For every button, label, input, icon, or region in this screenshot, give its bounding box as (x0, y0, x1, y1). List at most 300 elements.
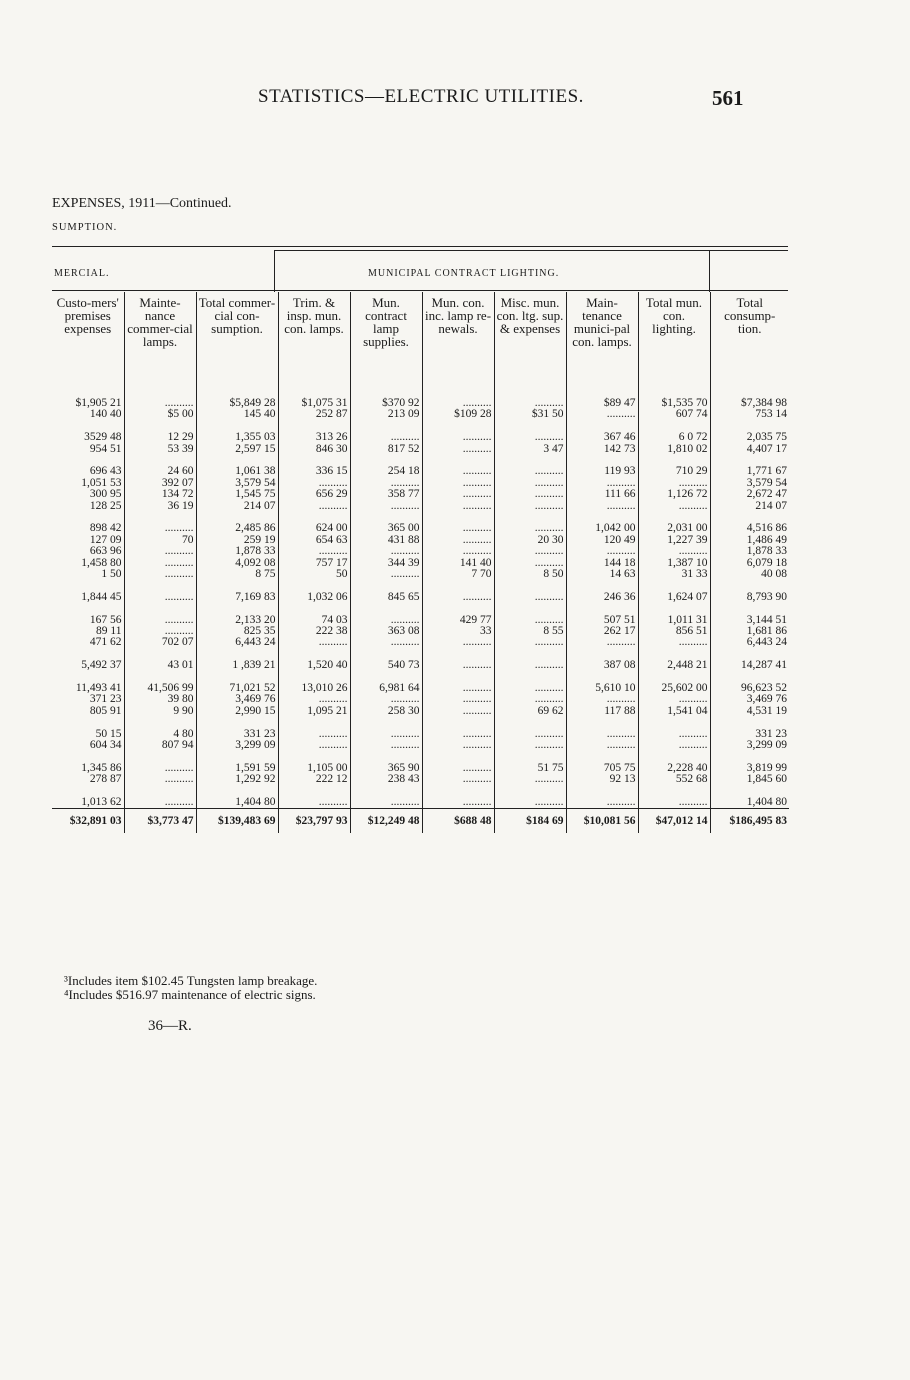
total-cell: $12,249 48 (350, 809, 422, 834)
table-cell: 3,144 51 (710, 615, 789, 626)
table-cell: .......... (350, 615, 422, 626)
table-cell: .......... (278, 501, 350, 512)
table-cell (350, 717, 422, 728)
table-cell: 140 40 (89, 408, 122, 421)
group-divider (274, 250, 275, 292)
table-cell: 807 94 (124, 740, 196, 751)
table-cell: 20 30 (494, 535, 566, 546)
table-cell: 607 74 (638, 409, 710, 420)
table-cell: 252 87 (278, 409, 350, 420)
table-cell: 331 23 (710, 729, 789, 740)
table-cell: 753 14 (710, 409, 789, 420)
table-cell: .......... (494, 478, 566, 489)
table-row (52, 637, 789, 648)
table-cell: .......... (124, 615, 196, 626)
table-cell: .......... (350, 797, 422, 809)
table-cell: 8 75 (196, 569, 278, 580)
table-cell: .......... (566, 729, 638, 740)
table-cell: .......... (638, 797, 710, 809)
table-cell: 705 75 (566, 763, 638, 774)
table-cell (52, 603, 124, 614)
table-cell: .......... (124, 774, 196, 785)
table-cell: $109 28 (422, 409, 494, 420)
table-cell: 246 36 (566, 592, 638, 603)
column-header: Misc. mun. con. ltg. sup. & expenses (494, 292, 566, 380)
table-cell: 1,404 80 (196, 797, 278, 809)
table-cell: 3,579 54 (710, 478, 789, 489)
table-cell: 3,819 99 (710, 763, 789, 774)
table-cell: .......... (422, 774, 494, 785)
table-cell (422, 717, 494, 728)
table-row (52, 432, 789, 443)
table-cell: .......... (638, 501, 710, 512)
table-cell: .......... (494, 615, 566, 626)
table-cell: .......... (566, 797, 638, 809)
table-cell: 3,469 76 (710, 694, 789, 705)
table-cell: .......... (422, 592, 494, 603)
table-cell: 1,810 02 (638, 444, 710, 455)
table-cell: .......... (494, 694, 566, 705)
table-cell: $1,075 31 (278, 398, 350, 409)
table-cell: .......... (494, 558, 566, 569)
table-cell: 898 42 (89, 522, 122, 535)
table-cell: .......... (422, 763, 494, 774)
table-cell: 111 66 (566, 489, 638, 500)
table-cell: 313 26 (278, 432, 350, 443)
total-cell: $184 69 (494, 809, 566, 834)
table-cell: 1,845 60 (710, 774, 789, 785)
table-cell: 40 08 (710, 569, 789, 580)
table-cell: 117 88 (566, 706, 638, 717)
table-cell: 119 93 (566, 466, 638, 477)
column-header: Mainte-nance commer-cial lamps. (124, 292, 196, 380)
table-cell: 50 (278, 569, 350, 580)
group-label-municipal: MUNICIPAL CONTRACT LIGHTING. (368, 268, 560, 279)
spacer-cell (494, 380, 566, 398)
total-cell: $139,483 69 (196, 809, 278, 834)
table-cell: .......... (350, 729, 422, 740)
table-cell: 1,545 75 (196, 489, 278, 500)
table-cell: 92 13 (566, 774, 638, 785)
table-cell: .......... (350, 740, 422, 751)
table-cell: 358 77 (350, 489, 422, 500)
table-cell: .......... (422, 637, 494, 648)
table-cell: 6,981 64 (350, 683, 422, 694)
table-cell: 3,299 09 (710, 740, 789, 751)
top-rule (52, 246, 788, 247)
total-cell: $47,012 14 (638, 809, 710, 834)
table-cell: .......... (494, 501, 566, 512)
column-header: Total consump-tion. (710, 292, 789, 380)
table-cell: 825 35 (196, 626, 278, 637)
table-cell: 39 80 (124, 694, 196, 705)
table-cell: .......... (350, 546, 422, 557)
table-cell: 757 17 (278, 558, 350, 569)
table-cell: 365 90 (350, 763, 422, 774)
spacer-row (52, 380, 789, 398)
column-header: Total commer-cial con-sumption. (196, 292, 278, 380)
total-cell: $32,891 03 (52, 809, 124, 834)
total-cell: $23,797 93 (278, 809, 350, 834)
table-cell: 540 73 (350, 660, 422, 671)
table-cell: .......... (494, 683, 566, 694)
table-cell: .......... (350, 569, 422, 580)
table-cell: 471 62 (89, 636, 122, 649)
table-cell: 1,520 40 (278, 660, 350, 671)
table-cell: 1,404 80 (710, 797, 789, 809)
table-cell: 846 30 (278, 444, 350, 455)
table-cell: .......... (124, 763, 196, 774)
table-cell: .......... (124, 626, 196, 637)
table-cell: .......... (124, 558, 196, 569)
table-cell: 507 51 (566, 615, 638, 626)
table-cell: .......... (494, 592, 566, 603)
table-cell: .......... (124, 569, 196, 580)
spacer-cell (710, 380, 789, 398)
page-header-title: STATISTICS—ELECTRIC UTILITIES. (258, 86, 584, 107)
table-cell: 31 33 (638, 569, 710, 580)
table-cell: .......... (638, 478, 710, 489)
spacer-cell (566, 380, 638, 398)
table-cell: 1 ,839 21 (196, 660, 278, 671)
spacer-cell (350, 380, 422, 398)
table-cell (494, 717, 566, 728)
table-cell: 371 23 (89, 693, 122, 706)
table-cell: .......... (422, 523, 494, 534)
table-cell: .......... (278, 637, 350, 648)
table-cell: 431 88 (350, 535, 422, 546)
table-cell: 4,516 86 (710, 523, 789, 534)
table-cell: 8 50 (494, 569, 566, 580)
table-cell: 365 00 (350, 523, 422, 534)
table-cell (196, 603, 278, 614)
table-cell: .......... (124, 592, 196, 603)
table-row (52, 797, 789, 809)
table-cell: 1,011 31 (638, 615, 710, 626)
table-cell: 1,878 33 (196, 546, 278, 557)
column-header: Mun. contract lamp supplies. (350, 292, 422, 380)
expenses-table (52, 292, 789, 833)
table-cell: 1,345 86 (81, 761, 122, 774)
table-cell: 805 91 (89, 704, 122, 717)
table-row (52, 501, 789, 512)
table-cell: 74 03 (278, 615, 350, 626)
table-cell: 128 25 (89, 499, 122, 512)
column-header: Trim. & insp. mun. con. lamps. (278, 292, 350, 380)
top-rule-2 (274, 250, 788, 251)
footnote-3: ³Includes item $102.45 Tungsten lamp breakage. (64, 973, 318, 988)
table-cell: 331 23 (196, 729, 278, 740)
table-cell: 53 39 (124, 444, 196, 455)
total-cell: $10,081 56 (566, 809, 638, 834)
table-cell: 259 19 (196, 535, 278, 546)
table-cell: 8 55 (494, 626, 566, 637)
table-cell: $370 92 (350, 398, 422, 409)
table-cell: .......... (350, 694, 422, 705)
table-cell: .......... (422, 797, 494, 809)
table-cell: 6,443 24 (710, 637, 789, 648)
table-cell: 954 51 (89, 442, 122, 455)
spacer-cell (422, 380, 494, 398)
table-cell: .......... (422, 398, 494, 409)
table-cell: 392 07 (124, 478, 196, 489)
table-cell: .......... (638, 637, 710, 648)
table-cell: 1,013 62 (81, 796, 122, 809)
table-cell: 1,591 59 (196, 763, 278, 774)
table-cell: 1,624 07 (638, 592, 710, 603)
total-cell: $3,773 47 (124, 809, 196, 834)
table-cell: 624 00 (278, 523, 350, 534)
table-cell: 14 63 (566, 569, 638, 580)
table-cell: .......... (422, 729, 494, 740)
table-cell: .......... (494, 466, 566, 477)
table-cell: .......... (422, 432, 494, 443)
spacer-cell (52, 380, 124, 398)
table-cell: .......... (494, 489, 566, 500)
table-cell: 344 39 (350, 558, 422, 569)
table-cell: 2,035 75 (710, 432, 789, 443)
table-cell: .......... (350, 432, 422, 443)
table-cell: 69 62 (494, 706, 566, 717)
table-cell: .......... (494, 660, 566, 671)
table-cell: 1,387 10 (638, 558, 710, 569)
table-cell (710, 717, 789, 728)
table-cell: 552 68 (638, 774, 710, 785)
table-cell: 696 43 (89, 465, 122, 478)
table-cell: .......... (278, 729, 350, 740)
table-cell: 41,506 99 (124, 683, 196, 694)
table-cell: .......... (638, 740, 710, 751)
total-cell: $688 48 (422, 809, 494, 834)
table-cell: .......... (278, 797, 350, 809)
table-cell: .......... (494, 398, 566, 409)
table-cell: .......... (278, 546, 350, 557)
table-row (52, 558, 789, 569)
table-cell: .......... (566, 546, 638, 557)
table-cell: .......... (422, 660, 494, 671)
table-cell: 1,681 86 (710, 626, 789, 637)
table-row (52, 444, 789, 455)
table-cell: .......... (638, 729, 710, 740)
table-cell: .......... (422, 740, 494, 751)
table-cell: 127 09 (89, 533, 122, 546)
table-cell: 96,623 52 (710, 683, 789, 694)
table-cell: 6,443 24 (196, 637, 278, 648)
table-cell (638, 603, 710, 614)
table-cell: 142 73 (566, 444, 638, 455)
table-cell: 7,169 83 (196, 592, 278, 603)
table-cell: .......... (124, 398, 196, 409)
table-cell: 604 34 (89, 739, 122, 752)
section-title: EXPENSES, 1911—Continued. (52, 196, 232, 211)
table-cell: 6,079 18 (710, 558, 789, 569)
table-cell: 258 30 (350, 706, 422, 717)
footnote-4: ⁴Includes $516.97 maintenance of electric signs. (64, 987, 316, 1002)
column-header: Main-tenance munici-pal con. lamps. (566, 292, 638, 380)
table-cell: $1,905 21 (75, 397, 122, 409)
spacer-cell (124, 380, 196, 398)
table-cell: .......... (422, 694, 494, 705)
group-label-commercial: MERCIAL. (54, 268, 110, 279)
table-row (52, 546, 789, 557)
table-cell: 1,105 00 (278, 763, 350, 774)
table-cell: .......... (124, 523, 196, 534)
table-cell: 387 08 (566, 660, 638, 671)
table-cell: $1,535 70 (638, 398, 710, 409)
table-cell: .......... (422, 501, 494, 512)
table-cell (278, 717, 350, 728)
column-header: Mun. con. inc. lamp re-newals. (422, 292, 494, 380)
total-cell: $186,495 83 (710, 809, 789, 834)
table-cell: 238 43 (350, 774, 422, 785)
table-cell: .......... (566, 740, 638, 751)
table-cell (710, 603, 789, 614)
header-row (52, 292, 789, 380)
table-cell: 4,531 19 (710, 706, 789, 717)
table-cell: 1,292 92 (196, 774, 278, 785)
table-row (52, 409, 789, 420)
table-cell: .......... (422, 683, 494, 694)
signature-mark: 36—R. (148, 1018, 192, 1034)
table-cell: 2,228 40 (638, 763, 710, 774)
table-cell: 36 19 (124, 501, 196, 512)
table-cell: 2,133 20 (196, 615, 278, 626)
table-cell: $89 47 (566, 398, 638, 409)
table-row (52, 569, 789, 580)
table-cell: 2,448 21 (638, 660, 710, 671)
table-cell: 144 18 (566, 558, 638, 569)
table-cell (422, 603, 494, 614)
table-cell: 4 80 (124, 729, 196, 740)
table-cell: 6 0 72 (638, 432, 710, 443)
table-cell: .......... (278, 740, 350, 751)
table-cell: $5 00 (124, 409, 196, 420)
footnotes (64, 974, 317, 1002)
table-cell: 2,597 15 (196, 444, 278, 455)
table-cell: 278 87 (89, 773, 122, 786)
table-cell: 856 51 (638, 626, 710, 637)
gap-row (52, 717, 789, 728)
table-cell: 656 29 (278, 489, 350, 500)
table-cell: $31 50 (494, 409, 566, 420)
table-cell: 5,610 10 (566, 683, 638, 694)
table-cell: .......... (566, 501, 638, 512)
table-cell: 300 95 (89, 488, 122, 501)
spacer-cell (638, 380, 710, 398)
table-cell: .......... (494, 797, 566, 809)
table-cell (494, 603, 566, 614)
table-cell: 710 29 (638, 466, 710, 477)
gap-row (52, 603, 789, 614)
table-cell: .......... (566, 478, 638, 489)
table-cell: 2,990 15 (196, 706, 278, 717)
table-cell: 1,051 53 (81, 476, 122, 489)
table-cell: .......... (494, 432, 566, 443)
table-cell: 222 38 (278, 626, 350, 637)
table-cell: .......... (422, 706, 494, 717)
table-cell: 120 49 (566, 535, 638, 546)
table-cell: 8,793 90 (710, 592, 789, 603)
table-cell: 222 12 (278, 774, 350, 785)
table-cell (52, 717, 124, 728)
table-cell: $7,384 98 (710, 398, 789, 409)
table-cell: .......... (494, 740, 566, 751)
table-cell: 1,844 45 (81, 590, 122, 603)
table-cell: 11,493 41 (75, 682, 122, 695)
group-rule (52, 290, 788, 291)
table-cell: 4,407 17 (710, 444, 789, 455)
table-cell (566, 603, 638, 614)
table-cell: 3,469 76 (196, 694, 278, 705)
table-cell: .......... (638, 546, 710, 557)
table-cell (638, 717, 710, 728)
table-cell (124, 603, 196, 614)
table-cell: .......... (494, 774, 566, 785)
group-divider-right (709, 250, 710, 292)
table-cell: 817 52 (350, 444, 422, 455)
table-cell: 3,299 09 (196, 740, 278, 751)
table-body (52, 380, 789, 833)
table-cell: 145 40 (196, 409, 278, 420)
page-number: 561 (712, 86, 744, 110)
table-cell (278, 603, 350, 614)
table-cell: 2,672 47 (710, 489, 789, 500)
table-cell: 214 07 (710, 501, 789, 512)
table-cell: 845 65 (350, 592, 422, 603)
table-cell: 1,095 21 (278, 706, 350, 717)
table-cell: 663 96 (89, 545, 122, 558)
table-cell: .......... (350, 478, 422, 489)
table-cell: 1,486 49 (710, 535, 789, 546)
table-cell: 167 56 (89, 613, 122, 626)
table-cell (196, 717, 278, 728)
table-cell: 1,771 67 (710, 466, 789, 477)
table-cell: .......... (422, 466, 494, 477)
table-cell: .......... (494, 729, 566, 740)
table-row (52, 706, 789, 717)
table-cell: 9 90 (124, 706, 196, 717)
table-cell: 12 29 (124, 432, 196, 443)
table-cell: 367 46 (566, 432, 638, 443)
table-cell: 363 08 (350, 626, 422, 637)
table-cell: 51 75 (494, 763, 566, 774)
table-cell: 1,458 80 (81, 556, 122, 569)
spacer-cell (196, 380, 278, 398)
table-cell: 43 01 (124, 660, 196, 671)
table-cell (124, 717, 196, 728)
table-row (52, 774, 789, 785)
table-cell (566, 717, 638, 728)
table-cell: 2,485 86 (196, 523, 278, 534)
table-cell: .......... (566, 409, 638, 420)
table-cell (350, 603, 422, 614)
table-cell: .......... (350, 501, 422, 512)
table-cell: 214 07 (196, 501, 278, 512)
table-cell: .......... (638, 694, 710, 705)
table-cell: 213 09 (350, 409, 422, 420)
table-row (52, 660, 789, 671)
table-cell: 262 17 (566, 626, 638, 637)
table-cell: 25,602 00 (638, 683, 710, 694)
table-cell: 141 40 (422, 558, 494, 569)
table-cell: 1,126 72 (638, 489, 710, 500)
table-cell: 1,042 00 (566, 523, 638, 534)
section-subtitle: SUMPTION. (52, 222, 118, 233)
table-cell: 702 07 (124, 637, 196, 648)
table-cell: .......... (422, 489, 494, 500)
table-cell: 3529 48 (84, 431, 122, 444)
table-cell: 14,287 41 (710, 660, 789, 671)
